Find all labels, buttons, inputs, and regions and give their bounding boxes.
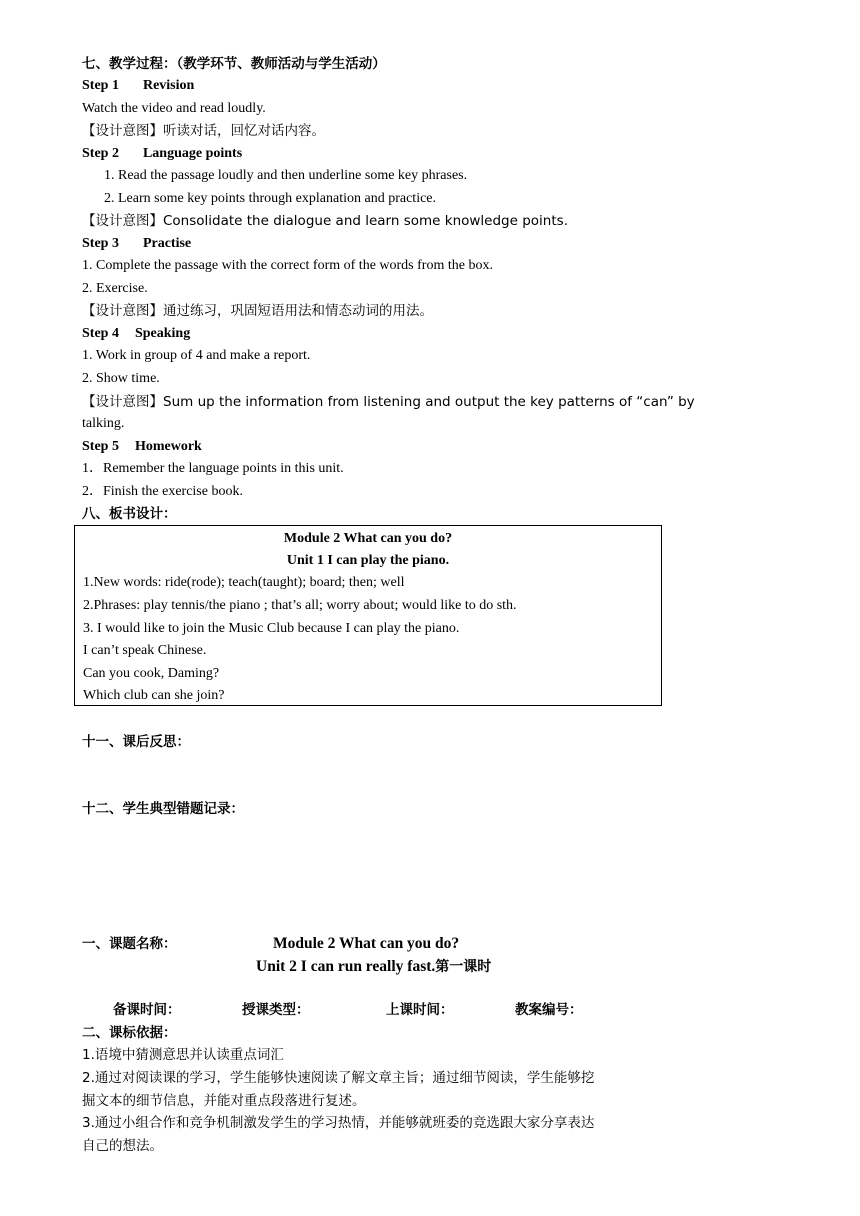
step-4-intent: 【设计意图】Sum up the information from listening and output the key patterns of “can” by	[82, 394, 695, 410]
step-name: Practise	[142, 236, 192, 251]
step-label: Step 1	[82, 78, 119, 93]
step-label: Step 5	[82, 439, 119, 454]
board-line: 2.Phrases: play tennis/the piano ; that’s all; worry about; would like to do sth.	[83, 598, 517, 613]
step-name: Homework	[134, 439, 202, 454]
step-5-heading	[82, 438, 202, 456]
standards-line: 2.通过对阅读课的学习，学生能够快速阅读了解文章主旨；通过细节阅读，学生能够挖	[82, 1070, 595, 1086]
board-title-module: Module 2 What can you do?	[283, 531, 453, 546]
section-heading-standards: 二、课标依据：	[82, 1025, 177, 1041]
step-label: Step 2	[82, 146, 119, 161]
step-4-line-1: 1. Work in group of 4 and make a report.	[82, 348, 311, 363]
board-line: 1.New words: ride(rode); teach(taught); board; then; well	[83, 575, 405, 590]
section-heading-teaching-process: 七、教学过程：（教学环节、教师活动与学生活动）	[82, 56, 386, 72]
board-design-box	[74, 525, 662, 706]
board-line: I can’t speak Chinese.	[83, 643, 207, 658]
standards-line: 自己的想法。	[82, 1138, 163, 1154]
step-label: Step 3	[82, 236, 119, 251]
class-time-label: 上课时间：	[386, 1002, 454, 1018]
step-5-line-2: 2．Finish the exercise book.	[82, 484, 243, 499]
standards-line: 1.语境中猜测意思并认读重点词汇	[82, 1047, 284, 1063]
step-4-line-2: 2. Show time.	[82, 371, 160, 386]
step-3-intent: 【设计意图】通过练习，巩固短语用法和情态动词的用法。	[82, 303, 433, 319]
step-4-intent-continued: talking.	[82, 416, 125, 431]
standards-line: 3.通过小组合作和竞争机制激发学生的学习热情，并能够就班委的竞选跟大家分享表达	[82, 1115, 595, 1131]
step-label: Step 4	[82, 326, 119, 341]
standards-line: 掘文本的细节信息，并能对重点段落进行复述。	[82, 1093, 366, 1109]
step-5-line-1: 1．Remember the language points in this unit.	[82, 461, 344, 476]
step-1-intent: 【设计意图】听读对话，回忆对话内容。	[82, 123, 325, 139]
step-2-line-1: 1. Read the passage loudly and then underline some key phrases.	[104, 168, 468, 183]
section-heading-error-record: 十二、学生典型错题记录：	[82, 801, 244, 817]
board-line: 3. I would like to join the Music Club because I can play the piano.	[83, 621, 460, 636]
module-title: Module 2 What can you do?	[273, 935, 460, 952]
step-name: Revision	[142, 78, 195, 93]
step-2-heading	[82, 145, 242, 163]
section-heading-reflection: 十一、课后反思：	[82, 734, 190, 750]
step-2-line-2: 2. Learn some key points through explanation and practice.	[104, 191, 437, 206]
step-2-intent: 【设计意图】Consolidate the dialogue and learn some knowledge points.	[82, 213, 568, 229]
step-4-heading	[82, 325, 190, 343]
unit-title	[256, 957, 491, 977]
step-name: Language points	[142, 146, 243, 161]
board-line: Which club can she join?	[83, 688, 225, 703]
step-3-line-1: 1. Complete the passage with the correct form of the words from the box.	[82, 258, 493, 273]
plan-number-label: 教案编号：	[515, 1002, 583, 1018]
step-name: Speaking	[134, 326, 191, 341]
step-3-heading	[82, 235, 191, 253]
topic-label: 一、课题名称：	[82, 936, 177, 952]
lesson-type-label: 授课类型：	[242, 1002, 310, 1018]
prep-time-label: 备课时间：	[113, 1002, 181, 1018]
step-1-heading	[82, 77, 194, 95]
unit-title-text: Unit 2 I can run really fast.	[256, 958, 436, 975]
board-title-unit: Unit 1 I can play the piano.	[286, 553, 450, 568]
board-line: Can you cook, Daming?	[83, 666, 220, 681]
unit-title-suffix: 第一课时	[435, 959, 492, 975]
step-3-line-2: 2. Exercise.	[82, 281, 148, 296]
section-heading-board-design: 八、板书设计：	[82, 506, 177, 522]
step-1-line: Watch the video and read loudly.	[82, 101, 266, 116]
